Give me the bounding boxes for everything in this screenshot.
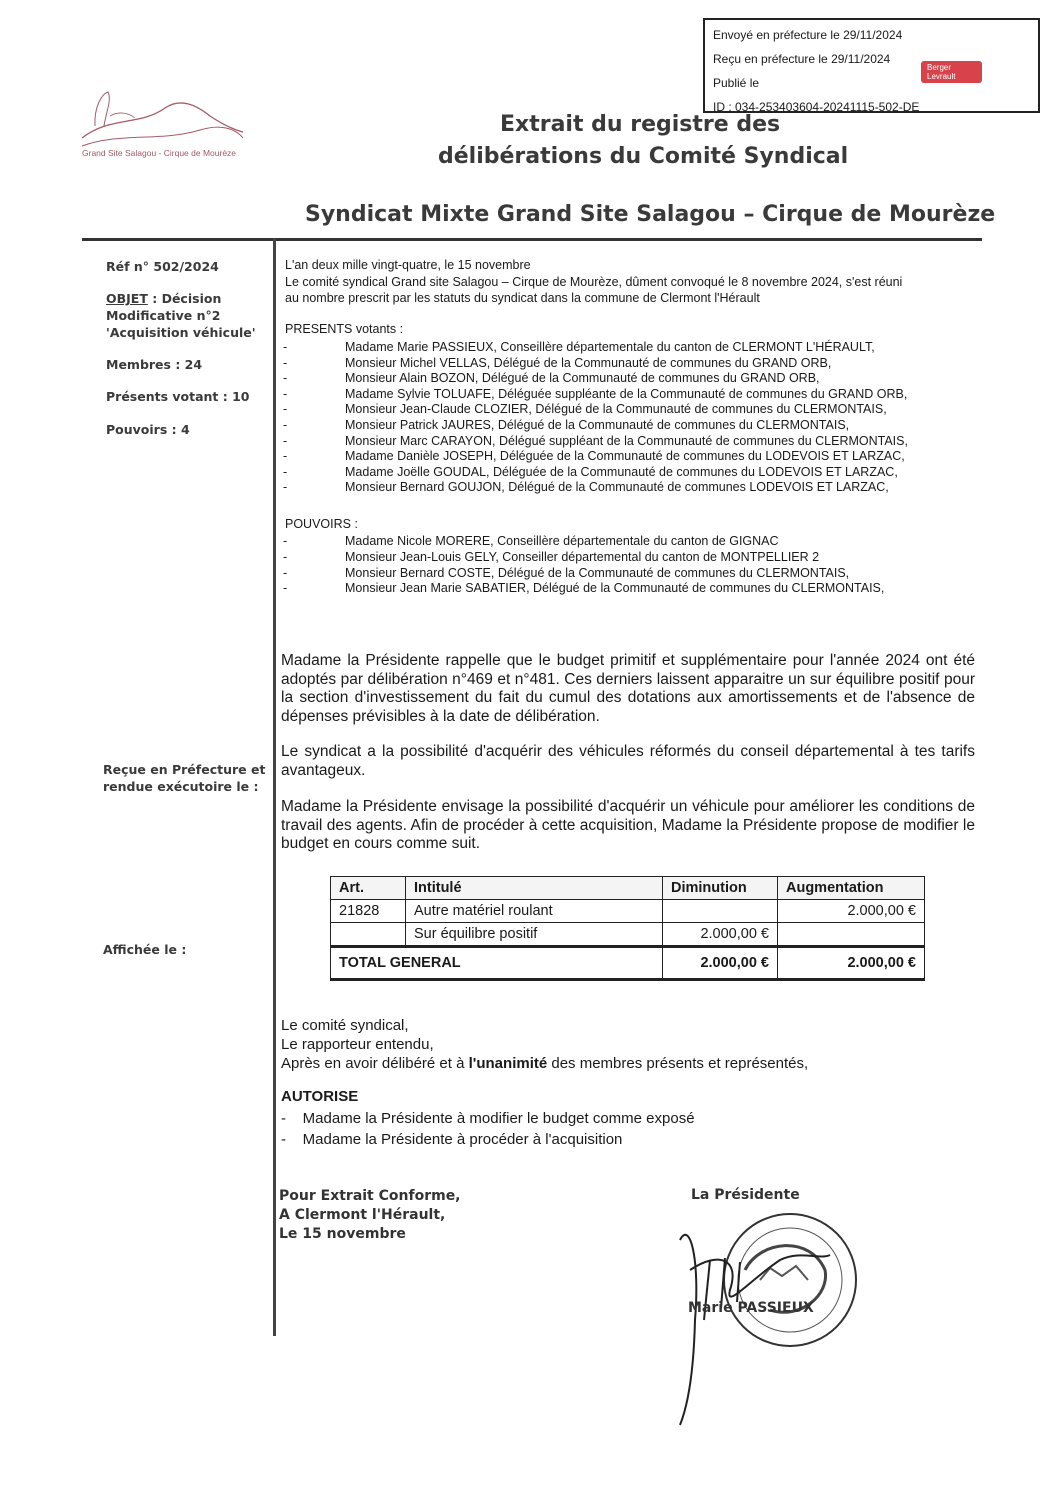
header-diminution: Diminution bbox=[663, 877, 778, 900]
list-item: Monsieur Alain BOZON, Délégué de la Communauté de communes du GRAND ORB, bbox=[345, 371, 820, 386]
stamp-published-line: Publié le bbox=[713, 76, 760, 90]
header-art: Art. bbox=[331, 877, 406, 900]
object-block bbox=[106, 290, 256, 341]
list-bullet: - bbox=[283, 433, 288, 448]
authorize-item-text: Madame la Présidente à procéder à l'acquisition bbox=[302, 1131, 623, 1148]
presents-title: PRESENTS votants : bbox=[285, 322, 404, 336]
list-bullet: - bbox=[283, 565, 288, 580]
cell-art bbox=[331, 923, 406, 947]
decision-block bbox=[281, 1016, 808, 1073]
list-item: Madame Nicole MORERE, Conseillère départementale du canton de GIGNAC bbox=[345, 534, 779, 548]
header-intitule: Intitulé bbox=[406, 877, 663, 900]
certified-extract-block bbox=[279, 1187, 461, 1244]
object-line-2: Modificative n°2 bbox=[106, 308, 221, 323]
table-row bbox=[331, 900, 925, 923]
certified-line-1: Pour Extrait Conforme, bbox=[279, 1188, 461, 1204]
budget-table bbox=[330, 876, 925, 981]
list-bullet: - bbox=[283, 534, 288, 548]
list-item: Monsieur Jean-Claude CLOZIER, Délégué de la Communauté de communes du CLERMONTAIS, bbox=[345, 402, 887, 417]
list-item: Madame Danièle JOSEPH, Déléguée de la Communauté de communes du LODEVOIS ET LARZAC, bbox=[345, 449, 905, 464]
reference-number: Réf n° 502/2024 bbox=[106, 259, 219, 274]
list-bullet: - bbox=[283, 418, 288, 432]
proxies-count: Pouvoirs : 4 bbox=[106, 422, 190, 437]
list-item: Madame Joëlle GOUDAL, Déléguée de la Communauté de communes du LODEVOIS ET LARZAC, bbox=[345, 464, 898, 479]
title-line-2: délibérations du Comité Syndical bbox=[438, 144, 849, 169]
cell-diminution bbox=[663, 900, 778, 923]
decision-line-3-post: des membres présents et représentés, bbox=[547, 1055, 809, 1072]
paragraph-proposal: Madame la Présidente envisage la possibilité d'acquérir un véhicule pour améliorer les conditions de travail des agents. Afin de procéder à cette acquisition, Madame la Présidente propose de modifier le budget en cours comme suit. bbox=[281, 798, 975, 852]
list-bullet: - bbox=[283, 386, 288, 401]
cell-augmentation: 2.000,00 € bbox=[778, 900, 925, 923]
object-line-1: : Décision bbox=[147, 291, 222, 306]
list-bullet: - bbox=[283, 581, 288, 596]
table-row bbox=[331, 923, 925, 947]
prefecture-received-label bbox=[103, 761, 265, 795]
paragraph-budget-recall: Madame la Présidente rappelle que le budget primitif et supplémentaire pour l'année 2024 ont été adoptés par délibération n°469 et n°481. Ces derniers laissent apparaitre un sur équilibre positif pour la section d'investissement du fait du cumul des dotations aux amortissements et de l'absence de dépenses prévisibles à la date de délibération. bbox=[281, 652, 975, 725]
list-bullet: - bbox=[283, 480, 288, 495]
stamp-id-line: ID : 034-253403604-20241115-502-DE bbox=[713, 100, 920, 114]
intro-line-3: au nombre prescrit par les statuts du syndicat dans la commune de Clermont l'Hérault bbox=[285, 291, 760, 305]
president-role: La Présidente bbox=[691, 1187, 800, 1203]
members-count: Membres : 24 bbox=[106, 357, 203, 372]
title-line-1: Extrait du registre des bbox=[500, 112, 781, 137]
stamp-sent-line: Envoyé en préfecture le 29/11/2024 bbox=[713, 28, 903, 42]
certified-line-2: A Clermont l'Hérault, bbox=[279, 1207, 446, 1223]
object-line-3: 'Acquisition véhicule' bbox=[106, 325, 256, 340]
list-item: Monsieur Patrick JAURES, Délégué de la Communauté de communes du CLERMONTAIS, bbox=[345, 418, 850, 432]
table-total-row bbox=[331, 947, 925, 980]
organization-title: Syndicat Mixte Grand Site Salagou – Cirque de Mourèze bbox=[305, 202, 996, 227]
column-divider bbox=[273, 238, 276, 1336]
list-bullet: - bbox=[283, 340, 288, 354]
prefecture-received-line-2: rendue exécutoire le : bbox=[103, 779, 259, 794]
berger-levrault-logo: Berger Levrault bbox=[921, 61, 982, 83]
total-label: TOTAL GENERAL bbox=[331, 947, 663, 980]
posted-label: Affichée le : bbox=[103, 942, 187, 957]
list-item: Monsieur Bernard COSTE, Délégué de la Communauté de communes du CLERMONTAIS, bbox=[345, 565, 850, 580]
authorize-item: - Madame la Présidente à modifier le budget comme exposé bbox=[281, 1110, 695, 1127]
total-augmentation: 2.000,00 € bbox=[778, 947, 925, 980]
list-item: Monsieur Marc CARAYON, Délégué suppléant de la Communauté de communes du CLERMONTAIS, bbox=[345, 433, 908, 448]
authorize-heading: AUTORISE bbox=[281, 1088, 359, 1105]
prefecture-stamp-box bbox=[703, 18, 1040, 113]
cell-intitule: Autre matériel roulant bbox=[406, 900, 663, 923]
prefecture-received-line-1: Reçue en Préfecture et bbox=[103, 762, 266, 777]
list-bullet: - bbox=[283, 371, 288, 386]
cell-art: 21828 bbox=[331, 900, 406, 923]
header-rule bbox=[82, 238, 982, 241]
decision-unanimity: l'unanimité bbox=[468, 1055, 548, 1072]
stamp-received-line: Reçu en préfecture le 29/11/2024 bbox=[713, 52, 891, 66]
decision-line-1: Le comité syndical, bbox=[281, 1017, 409, 1034]
list-bullet: - bbox=[283, 402, 288, 417]
authorize-item: - Madame la Présidente à procéder à l'acquisition bbox=[281, 1131, 623, 1148]
authorize-item-text: Madame la Présidente à modifier le budget comme exposé bbox=[302, 1110, 695, 1127]
table-header-row bbox=[331, 877, 925, 900]
certified-line-3: Le 15 novembre bbox=[279, 1226, 406, 1242]
list-item: Monsieur Jean Marie SABATIER, Délégué de la Communauté de communes du CLERMONTAIS, bbox=[345, 581, 885, 596]
logo-caption: Grand Site Salagou - Cirque de Mourèze bbox=[82, 148, 237, 158]
cell-augmentation bbox=[778, 923, 925, 947]
list-bullet: - bbox=[283, 449, 288, 464]
present-voters-count: Présents votant : 10 bbox=[106, 389, 250, 404]
total-diminution: 2.000,00 € bbox=[663, 947, 778, 980]
authorize-list bbox=[281, 1108, 695, 1150]
cell-intitule: Sur équilibre positif bbox=[406, 923, 663, 947]
intro-line-2: Le comité syndical Grand site Salagou – Cirque de Mourèze, dûment convoqué le 8 novembre 2024, s'est réuni bbox=[285, 275, 903, 289]
object-label: OBJET bbox=[106, 291, 148, 306]
list-item: Monsieur Michel VELLAS, Délégué de la Communauté de communes du GRAND ORB, bbox=[345, 355, 832, 370]
list-item: Monsieur Bernard GOUJON, Délégué de la Communauté de communes LODEVOIS ET LARZAC, bbox=[345, 480, 889, 495]
list-bullet: - bbox=[283, 355, 288, 370]
list-bullet: - bbox=[283, 464, 288, 479]
header-augmentation: Augmentation bbox=[778, 877, 925, 900]
list-item: Madame Marie PASSIEUX, Conseillère départementale du canton de CLERMONT L'HÉRAULT, bbox=[345, 340, 875, 354]
decision-line-3 bbox=[281, 1054, 808, 1073]
paragraph-vehicle-possibility: Le syndicat a la possibilité d'acquérir des véhicules réformés du conseil départemental à tes tarifs avantageux. bbox=[281, 743, 975, 779]
intro-date: L'an deux mille vingt-quatre, le 15 novembre bbox=[285, 258, 531, 272]
list-bullet: - bbox=[283, 549, 288, 564]
cell-diminution: 2.000,00 € bbox=[663, 923, 778, 947]
decision-line-2: Le rapporteur entendu, bbox=[281, 1036, 434, 1053]
list-item: Madame Sylvie TOLUAFE, Déléguée suppléante de la Communauté de communes du GRAND ORB, bbox=[345, 386, 908, 401]
proxies-title: POUVOIRS : bbox=[285, 517, 358, 531]
decision-line-3-pre: Après en avoir délibéré et à bbox=[281, 1055, 469, 1072]
president-name: Marie PASSIEUX bbox=[688, 1300, 814, 1316]
list-item: Monsieur Jean-Louis GELY, Conseiller départemental du canton de MONTPELLIER 2 bbox=[345, 549, 820, 564]
